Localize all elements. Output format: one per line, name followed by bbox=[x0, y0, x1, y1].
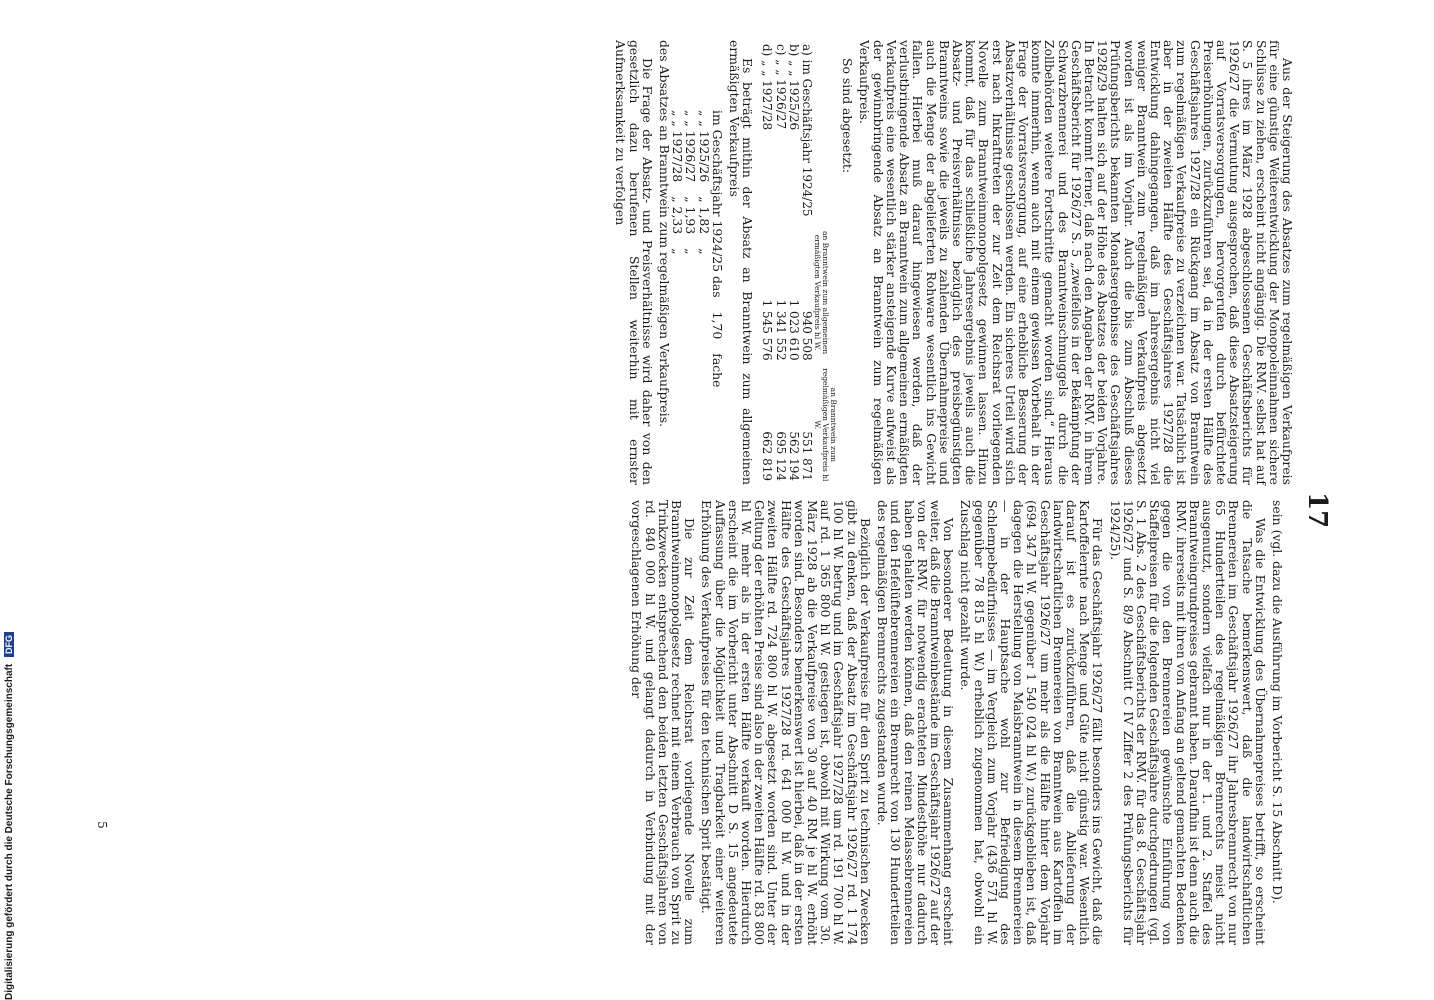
cell-value: 1 545 576 bbox=[760, 299, 775, 361]
cell-value: 695 124 bbox=[773, 431, 788, 481]
sales-table bbox=[760, 40, 837, 485]
credit-text: Digitalisierung gefördert durch die Deutsche Forschungsgemeinschaft bbox=[4, 663, 15, 1000]
row-label: c) „ „ 1926/27 bbox=[773, 44, 788, 130]
ratio-row bbox=[697, 40, 710, 485]
dfg-logo: DFG bbox=[4, 632, 14, 657]
ratio-row bbox=[671, 40, 684, 485]
ratio-value: 1,70 bbox=[709, 311, 725, 340]
ratio-year: „ „ 1927/28 bbox=[670, 110, 686, 183]
cell-value: 1 341 552 bbox=[773, 299, 788, 361]
column-header: an Branntwein zum allgemeinen ermäßigten Verkaufpreis hl W. bbox=[813, 230, 831, 355]
cell-value: 1 023 610 bbox=[786, 299, 801, 361]
ratio-unit: „ bbox=[683, 248, 699, 255]
row-label: a) im Geschäftsjahr 1924/25 bbox=[800, 44, 815, 217]
cell-value: 551 871 bbox=[800, 431, 815, 481]
table-row bbox=[773, 40, 786, 485]
cell-value: 662 819 bbox=[760, 431, 775, 481]
text-column-left bbox=[610, 40, 1294, 485]
ratio-value: „ 1,82 bbox=[696, 196, 712, 235]
paragraph: sein (vgl. dazu die Ausführung im Vorbericht S. 15 Abschnitt D). bbox=[1270, 500, 1285, 904]
ratio-year: „ „ 1925/26 bbox=[696, 110, 712, 183]
paragraph: Aus der Steigerung des Absatzes zum regelmäßigen Verkaufpreis für eine günstige Weiterentwicklung der Monopoleinnahmen sichere Schlüsse zu ziehen, erscheint nicht angängig. Die RMV. selbst hat auf S. 5 ihres im März 1928 abgeschlossenen Geschäftsberichts für 1926/27 die Vermutung ausgesprochen, daß diese Absatzsteigerung auf Vorratsversorgungen, hervorgerufen durch befürchtete Preiserhöhungen, zurückzuführen sei, da in der ersten Hälfte des Geschäftsjahres 1927/28 ein Rückgang im Absatz von Branntwein zum regelmäßigen Verkaufpreise zu verzeichnen war. Tatsächlich ist aber in der zweiten Hälfte des Geschäftsjahres 1927/28 die Entwicklung dahingegangen, daß im Jahresergebnis nicht viel weniger Branntwein zum regelmäßigen Verkaufpreis abgesetzt worden ist als im Vorjahr. Auch die bis zum Abschluß dieses Prüfungsberichts bekannten Monatsergebnisse des Geschäftsjahres 1928/29 halten sich auf der Höhe des Absatzes der beiden Vorjahre. In Betracht kommt ferner, daß nach den Angaben der RMV. in ihrem Geschäftsbericht für 1926/27 S. 5 „zweifellos in der Bekämpfung der Schwarzbrennerei und des Branntweinschmuggels durch die Zollbehörden weitere Fortschritte gemacht worden sind.“ Hieraus konnte immerhin, wenn auch mit einem gewissen Vorbehalt in der Frage der Vorratsversorgung, auf eine erhebliche Besserung der Absatzverhältnisse geschlossen werden. Ein sicheres Urteil wird sich erst nach Inkrafttreten der zur Zeit dem Reichsrat vorliegenden Novelle zum Branntweinmonopolgesetz gewinnen lassen. Hinzu kommt, daß für das schließliche Jahresergebnis jeweils auch die Absatz- und Preisverhältnisse bezüglich des preisbegünstigten Branntweins sowie die jeweils zu zahlenden Übernahmepreise und auch die Menge der abgelieferten Rohware wesentlich ins Gewicht fallen. Hierbei muß darauf hingewiesen werden, daß der verlustbringende Absatz an Branntwein zum allgemeinen ermäßigten Verkaufpreis eine wesentlich stärker ansteigende Kurve aufweist als der gewinnbringende Absatz an Branntwein zum regelmäßigen Verkaufpreis. bbox=[857, 40, 1295, 485]
cell-value: 940 508 bbox=[800, 311, 815, 361]
paragraph: Es beträgt mithin der Absatz an Branntwein zum allgemeinen ermäßigten Verkaufpreis bbox=[727, 40, 756, 485]
table-row bbox=[800, 40, 813, 485]
signature-mark: 5 bbox=[94, 821, 109, 829]
table-row bbox=[787, 40, 800, 485]
ratio-unit: fache bbox=[709, 353, 725, 388]
ratio-year: „ „ 1926/27 bbox=[683, 110, 699, 183]
ratio-unit: „ bbox=[696, 248, 712, 255]
paragraph: So sind abgesetzt: bbox=[840, 58, 856, 173]
row-label: b) „ „ 1925/26 bbox=[786, 44, 801, 131]
text-column-right bbox=[626, 500, 1284, 945]
paragraph: Die Frage der Absatz- und Preisverhältnisse wird daher von den gesetzlich dazu berufenen Stellen weiterhin mit ernster Aufmerksamkeit zu verfolgen bbox=[613, 40, 655, 485]
paragraph: Die zur Zeit dem Reichsrat vorliegende Novelle zum Branntweinmonopolgesetz rechnet mit einem Verbrauch von Sprit zu Trinkzwecken entsprechend den beiden letzten Geschäftsjahren von rd. 840 000 hl W. und gelangt dadurch in Verbindung mit der vorgeschlagenen Erhöhung der bbox=[629, 500, 698, 945]
table-header bbox=[813, 40, 837, 485]
paragraph: des Absatzes an Branntwein zum regelmäßigen Verkaufpreis. bbox=[657, 40, 673, 428]
paragraph: Für das Geschäftsjahr 1926/27 fällt besonders ins Gewicht, daß die Kartoffelernte nach Menge und Güte nicht günstig war. Wesentlich darauf ist es zurückzuführen, daß die Ablieferung der landwirtschaftlichen Brennereien von Branntwein aus Kartoffeln im Geschäftsjahr 1926/27 um mehr als die Hälfte hinter dem Vorjahr (694 347 hl W. gegenüber 1 540 024 hl W.) zurückgeblieben ist, daß dagegen die Herstellung von Maisbranntwein in diesem Brennereien — in der Hauptsache wohl zur Befriedigung des Schlempebedürfnisses — im Vergleich zum Vorjahr (436 571 hl W. gegenüber 78 815 hl W.) erheblich zugenommen hat, obwohl ein Zuschlag nicht gezahlt wurde. bbox=[958, 500, 1106, 945]
row-label: d) „ „ 1927/28 bbox=[760, 44, 775, 131]
paragraph: Bezüglich der Verkaufpreise für den Sprit zu technischen Zwecken gibt zu denken, daß der Absatz im Geschäftsjahr 1926/27 rd. 1 174 100 hl W. betrug und im Geschäftsjahr 1927/28 um rd. 191 700 hl W. auf rd. 1 365 800 hl W. gestiegen ist, obwohl mit Wirkung vom 30. März 1928 ab die Verkaufpreise von 30 auf 40 RM je hl W. erhöht worden sind. Besonders bemerkenswert ist hierbei, daß in der ersten Hälfte des Geschäftsjahres 1927/28 rd. 641 000 hl W. und in der zweiten Hälfte rd. 724 800 hl W. abgesetzt worden sind. Unter der Geltung der erhöhten Preise sind also in der zweiten Hälfte rd. 83 800 hl W. mehr als in der ersten Hälfte verkauft worden. Hierdurch erscheint die im Vorbericht unter Abschnitt D S. 15 angedeutete Auffassung über die Möglichkeit und Tragbarkeit einer weiteren Erhöhung des Verkaufpreises für den technischen Sprit bestätigt. bbox=[699, 500, 873, 945]
ratio-unit: „ bbox=[670, 248, 686, 255]
ratio-year: im Geschäftsjahr 1924/25 das bbox=[709, 110, 725, 298]
ratio-value: „ 2,33 bbox=[670, 196, 686, 235]
page-number: 17 bbox=[1302, 492, 1332, 529]
ratio-row bbox=[711, 40, 724, 485]
ratio-value: „ 1,93 bbox=[683, 196, 699, 235]
paragraph: Was die Entwicklung des Übernahmepreises betrifft, so erscheint die Tatsache bemerkenswert, daß die landwirtschaftlichen Brennereien im Geschäftsjahr 1926/27 ihr Jahresbrennrecht von nur 65 Hundertteilen des regelmäßigen Brennrechts meist nicht ausgenutzt, sondern vielfach nur in der 1. und 2. Staffel des Branntweingrundpreises gebrannt haben. Daraufhin ist denn auch die RMV. ihrerseits mit ihren von Anfang an geltend gemachten Bedenken gegen die von den Brennereien gewünschte Einführung von Staffelpreisen für die folgenden Geschäftsjahre durchgedrungen (vgl. S. 1 Abs. 2 des Geschäftsberichts der RMV. für das 8. Geschäftsjahr 1926/27 und S. 8/9 Abschnitt C IV Ziffer 2 des Prüfungsberichts für 1924/25). bbox=[1107, 500, 1268, 945]
cell-value: 562 194 bbox=[786, 431, 801, 481]
column-header: an Branntwein zum regelmäßigen Verkaufpreis hl W. bbox=[813, 368, 839, 482]
digitization-credit bbox=[4, 610, 22, 1000]
paragraph: Von besonderer Bedeutung in diesem Zusammenhang erscheint weiter, daß die Branntweinbestände im Geschäftsjahr 1926/27 auf der von der RMV. für notwendig erachteten Mindesthöhe nur dadurch haben gehalten werden können, daß den reinen Melassebrennereien und den Hefelüftebrennereien ein Brennrecht von 130 Hundertteilen des regelmäßigen Brennrechts zugestanden wurde. bbox=[875, 500, 957, 945]
ratio-row bbox=[684, 40, 697, 485]
table-row bbox=[760, 40, 773, 485]
